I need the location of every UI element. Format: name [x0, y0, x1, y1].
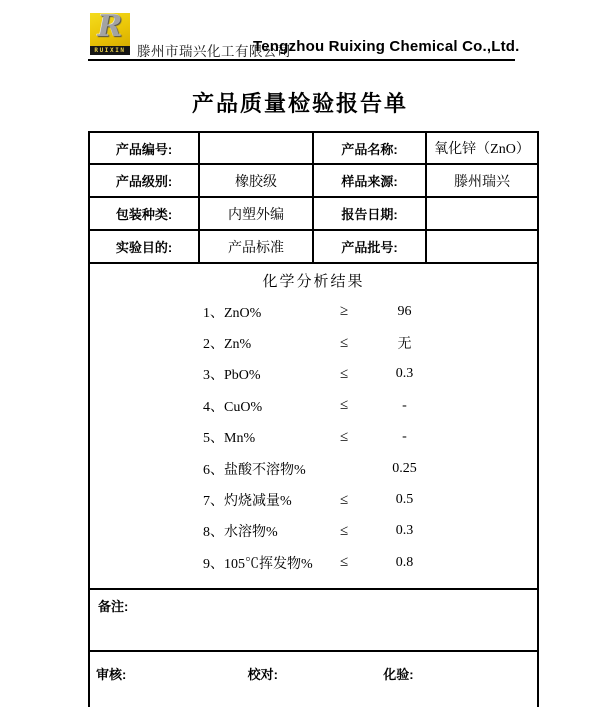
- remarks-cell: [89, 589, 538, 651]
- batch-number-label: 产品批号:: [313, 230, 426, 263]
- product-name-label: 产品名称:: [313, 132, 426, 164]
- analysis-section-row: [89, 263, 538, 589]
- remarks-row: [89, 589, 538, 651]
- analysis-item-operator: ≤: [340, 334, 349, 351]
- test-purpose-label: 实验目的:: [89, 230, 199, 263]
- analysis-item-name: 8、水溶物%: [203, 525, 278, 541]
- analysis-section: [89, 263, 538, 589]
- analysis-item-name: 7、灼烧减量%: [203, 494, 292, 510]
- analysis-item-name: 9、105℃挥发物%: [203, 556, 313, 572]
- analysis-item-value: 96: [397, 303, 412, 319]
- logo-r-glyph: R: [97, 9, 123, 44]
- proofread-label: 校对:: [247, 667, 278, 682]
- analysis-item: [90, 453, 537, 484]
- analysis-item: [90, 422, 537, 453]
- analysis-item: [90, 327, 537, 358]
- report-date-label: 报告日期:: [313, 197, 426, 230]
- analysis-item-operator: ≤: [340, 397, 349, 414]
- analysis-item-name: 5、Mn%: [203, 431, 256, 447]
- company-logo: [90, 9, 130, 55]
- info-row-product-grade: [89, 164, 538, 197]
- info-row-packaging: [89, 197, 538, 230]
- product-grade-value: 橡胶级: [199, 164, 313, 197]
- product-code-label: 产品编号:: [89, 132, 199, 164]
- analysis-item-operator: ≤: [340, 522, 349, 539]
- analysis-item-value: -: [402, 429, 407, 445]
- analysis-item-value: 无: [397, 337, 412, 353]
- analysis-item-value: 0.8: [395, 554, 414, 570]
- analysis-item-name: 6、盐酸不溶物%: [203, 462, 306, 478]
- analysis-item: [90, 390, 537, 421]
- analysis-item-name: 3、PbO%: [203, 368, 261, 384]
- analysis-item-name: 2、Zn%: [203, 337, 252, 353]
- info-row-product-code: [89, 132, 538, 164]
- review-label: 审核:: [96, 667, 127, 682]
- analysis-item-name: 1、ZnO%: [203, 305, 262, 321]
- analysis-item: [90, 296, 537, 327]
- report-date-value: [426, 197, 538, 230]
- signature-cell: [89, 651, 538, 707]
- analysis-item: [90, 547, 537, 578]
- packaging-type-label: 包装种类:: [89, 197, 199, 230]
- logo-brand-text: RUIXIN: [90, 46, 130, 55]
- company-name-cn: 滕州市瑞兴化工有限公司: [137, 44, 291, 59]
- analysis-list: [90, 296, 537, 579]
- analysis-item-value: 0.3: [395, 366, 414, 382]
- analysis-item-value: 0.25: [392, 460, 417, 476]
- signature-row: [89, 651, 538, 707]
- test-purpose-value: 产品标准: [199, 230, 313, 263]
- remarks-label: 备注:: [98, 599, 129, 614]
- product-code-value: [199, 132, 313, 164]
- report-table: [88, 131, 539, 707]
- analysis-item-value: 0.3: [395, 523, 414, 539]
- analysis-item-value: -: [402, 397, 407, 413]
- letterhead-divider: [88, 59, 515, 61]
- analysis-item-name: 4、CuO%: [203, 399, 263, 415]
- analysis-item: [90, 484, 537, 515]
- analysis-item-operator: ≤: [340, 365, 349, 382]
- sample-source-value: 滕州瑞兴: [426, 164, 538, 197]
- analysis-item-value: 0.5: [395, 492, 414, 508]
- analysis-item-operator: ≤: [340, 491, 349, 508]
- info-row-test-purpose: [89, 230, 538, 263]
- analysis-item-operator: ≤: [340, 554, 349, 571]
- analysis-title: 化学分析结果: [262, 274, 365, 290]
- batch-number-value: [426, 230, 538, 263]
- product-name-value: 氧化锌（ZnO）: [426, 132, 538, 164]
- document-title: 产品质量检验报告单: [191, 91, 408, 116]
- test-label: 化验:: [383, 667, 414, 682]
- sample-source-label: 样品来源:: [313, 164, 426, 197]
- company-name-en: Tengzhou Ruixing Chemical Co.,Ltd.: [253, 38, 520, 55]
- analysis-item-operator: ≤: [340, 428, 349, 445]
- analysis-item-operator: ≥: [340, 303, 349, 320]
- analysis-item: [90, 516, 537, 547]
- product-grade-label: 产品级别:: [89, 164, 199, 197]
- packaging-type-value: 内塑外编: [199, 197, 313, 230]
- analysis-item: [90, 359, 537, 390]
